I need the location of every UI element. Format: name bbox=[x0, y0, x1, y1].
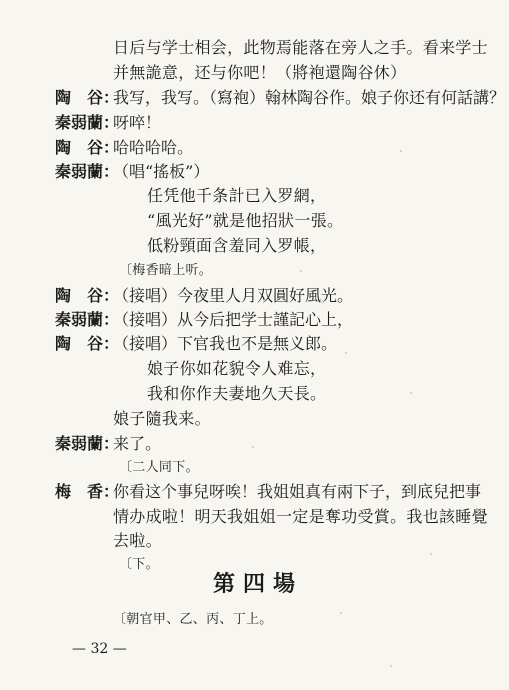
stage-direction: 〔二人同下。 bbox=[119, 460, 199, 475]
speaker-qin-ruolan: 秦弱蘭： bbox=[55, 162, 120, 181]
stage-direction: 〔梅香暗上听。 bbox=[119, 263, 213, 278]
dialogue-line-17: 来了。 bbox=[113, 434, 162, 453]
text-line-2: 并無詭意，还与你吧！（將袍還陶谷休） bbox=[113, 63, 407, 82]
text-line-16: 娘子隨我来。 bbox=[113, 409, 211, 428]
speaker-tao-gu: 陶 谷： bbox=[55, 334, 120, 353]
stage-direction: 〔朝官甲、乙、丙、丁上。 bbox=[113, 612, 273, 627]
scan-speckle bbox=[340, 612, 342, 614]
page-number: — 32 — bbox=[72, 641, 127, 657]
verse-line: 我和你作夫妻地久天長。 bbox=[147, 384, 327, 403]
speaker-mei-xiang: 梅 香： bbox=[55, 482, 120, 501]
stage-direction: 〔下。 bbox=[119, 557, 159, 572]
verse-line: 任凭他千条計已入罗網， bbox=[147, 186, 327, 205]
text-line-1: 日后与学士相会，此物焉能落在旁人之手。看来学士 bbox=[113, 38, 488, 57]
text-line-21: 去啦。 bbox=[113, 531, 162, 550]
scan-speckle bbox=[430, 553, 432, 555]
speaker-qin-ruolan: 秦弱蘭： bbox=[55, 310, 120, 329]
scene-title: 第四場 bbox=[213, 571, 304, 597]
scan-speckle bbox=[410, 392, 412, 394]
scan-speckle bbox=[430, 42, 432, 44]
speaker-tao-gu: 陶 谷： bbox=[55, 286, 120, 305]
dialogue-line-11: （接唱）今夜里人月双圓好風光。 bbox=[113, 286, 354, 305]
scan-speckle bbox=[400, 150, 402, 152]
dialogue-line-5: 哈哈哈哈。 bbox=[113, 138, 194, 157]
stage-direction: （唱“搖板”） bbox=[113, 162, 210, 181]
dialogue-line-13: （接唱）下官我也不是無义郎。 bbox=[113, 334, 338, 353]
dialogue-line-12: （接唱）从今后把学士謹記心上， bbox=[113, 310, 354, 329]
speaker-tao-gu: 陶 谷： bbox=[55, 138, 120, 157]
speaker-tao-gu: 陶 谷： bbox=[55, 88, 120, 107]
dialogue-line-3: 我写，我写。（寫袍）翰林陶谷作。娘子你还有何話講？ bbox=[113, 88, 506, 107]
speaker-qin-ruolan: 秦弱蘭： bbox=[55, 434, 120, 453]
verse-line: 低粉頸面含羞同入罗帳， bbox=[147, 236, 327, 255]
dialogue-line-4: 呀啐！ bbox=[113, 113, 162, 132]
scan-speckle bbox=[345, 352, 347, 354]
speaker-qin-ruolan: 秦弱蘭： bbox=[55, 113, 120, 132]
verse-line: “風光好”就是他招狀一張。 bbox=[147, 211, 344, 230]
verse-line: 娘子你如花貌令人难忘， bbox=[147, 359, 327, 378]
text-line-20: 情办成啦！明天我姐姐一定是奪功受賞。我也該睡覺 bbox=[113, 507, 488, 526]
scan-speckle bbox=[252, 446, 254, 448]
dialogue-line-19: 你看这个事兒呀唉！我姐姐真有兩下子，到底兒把事 bbox=[113, 482, 482, 501]
scan-speckle bbox=[300, 270, 302, 272]
scan-speckle bbox=[390, 665, 392, 667]
